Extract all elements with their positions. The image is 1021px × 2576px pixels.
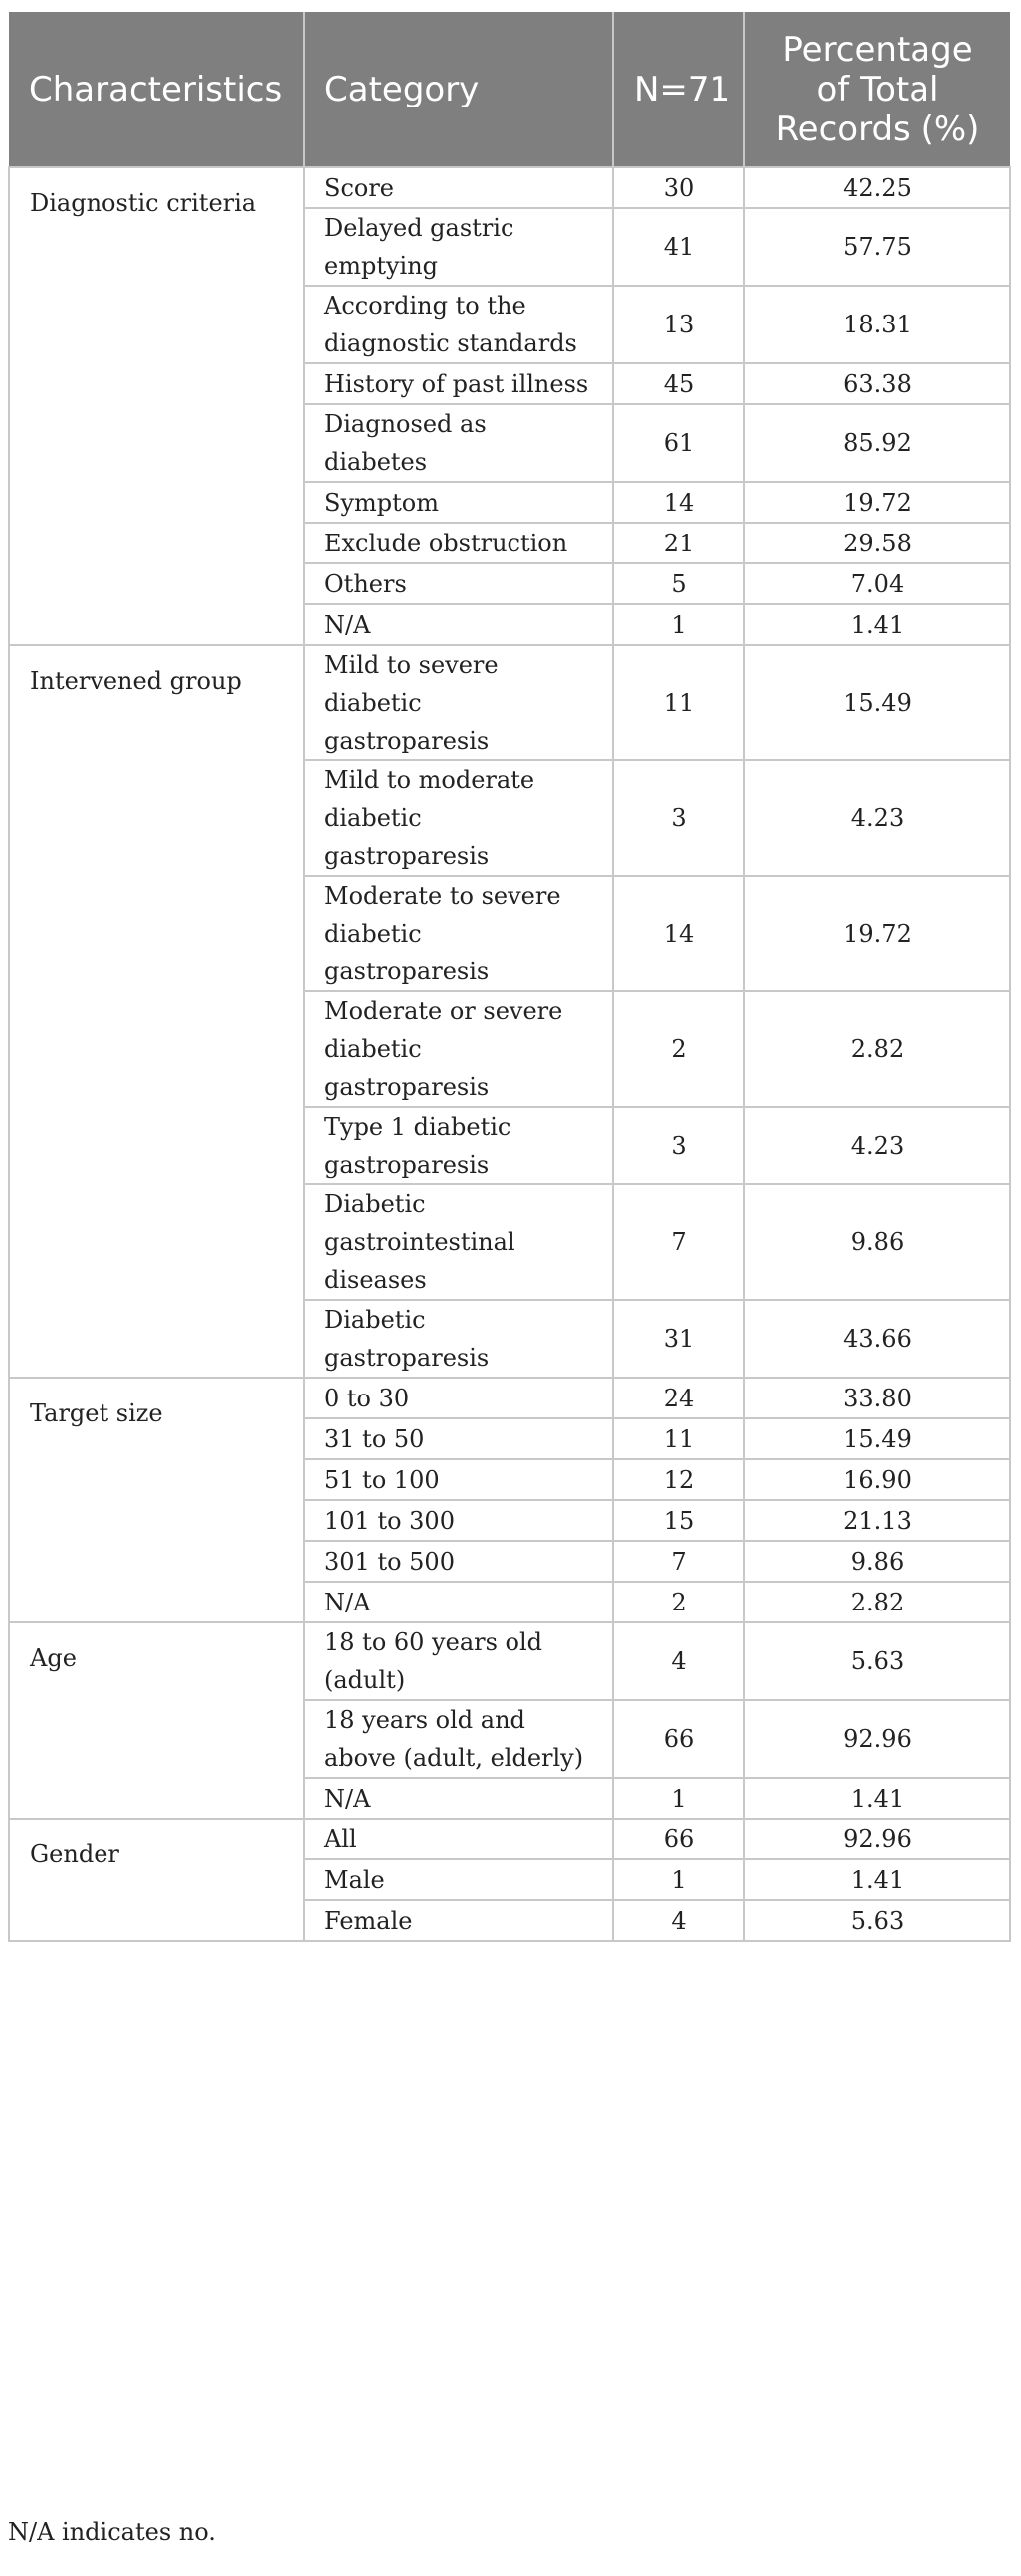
category-cell: 31 to 50: [304, 1418, 613, 1459]
percentage-cell: 4.23: [744, 1107, 1010, 1184]
count-cell: 3: [613, 1107, 744, 1184]
category-cell: Symptom: [304, 482, 613, 523]
percentage-cell: 15.49: [744, 645, 1010, 760]
category-cell: Diagnosed as diabetes: [304, 404, 613, 482]
percentage-cell: 33.80: [744, 1378, 1010, 1418]
category-cell: Male: [304, 1859, 613, 1900]
count-cell: 2: [613, 991, 744, 1107]
percentage-cell: 29.58: [744, 523, 1010, 563]
header-category: Category: [304, 12, 613, 167]
count-cell: 21: [613, 523, 744, 563]
percentage-cell: 43.66: [744, 1300, 1010, 1378]
percentage-cell: 1.41: [744, 604, 1010, 645]
category-cell: 18 to 60 years old (adult): [304, 1622, 613, 1700]
category-cell: 18 years old and above (adult, elderly): [304, 1700, 613, 1778]
count-cell: 13: [613, 286, 744, 363]
count-cell: 61: [613, 404, 744, 482]
count-cell: 66: [613, 1700, 744, 1778]
count-cell: 31: [613, 1300, 744, 1378]
table-row: [9, 167, 1010, 208]
count-cell: 11: [613, 1418, 744, 1459]
percentage-cell: 2.82: [744, 1582, 1010, 1622]
category-cell: N/A: [304, 604, 613, 645]
category-cell: N/A: [304, 1582, 613, 1622]
percentage-cell: 5.63: [744, 1622, 1010, 1700]
footnote: N/A indicates no.: [8, 2518, 216, 2546]
percentage-cell: 57.75: [744, 208, 1010, 286]
characteristic-cell: Gender: [9, 1819, 304, 1941]
category-cell: Moderate or severe diabetic gastroparesis: [304, 991, 613, 1107]
count-cell: 41: [613, 208, 744, 286]
percentage-cell: 92.96: [744, 1700, 1010, 1778]
count-cell: 4: [613, 1900, 744, 1941]
percentage-cell: 15.49: [744, 1418, 1010, 1459]
table-row: [9, 1819, 1010, 1859]
percentage-cell: 9.86: [744, 1541, 1010, 1582]
count-cell: 1: [613, 1859, 744, 1900]
percentage-cell: 19.72: [744, 876, 1010, 991]
table-row: [9, 1378, 1010, 1418]
count-cell: 14: [613, 876, 744, 991]
count-cell: 1: [613, 1778, 744, 1819]
category-cell: All: [304, 1819, 613, 1859]
percentage-cell: 16.90: [744, 1459, 1010, 1500]
percentage-cell: 2.82: [744, 991, 1010, 1107]
count-cell: 11: [613, 645, 744, 760]
count-cell: 1: [613, 604, 744, 645]
percentage-cell: 5.63: [744, 1900, 1010, 1941]
count-cell: 7: [613, 1541, 744, 1582]
characteristic-cell: Age: [9, 1622, 304, 1819]
characteristic-cell: Target size: [9, 1378, 304, 1622]
category-cell: Female: [304, 1900, 613, 1941]
count-cell: 5: [613, 563, 744, 604]
category-cell: Mild to severe diabetic gastroparesis: [304, 645, 613, 760]
percentage-cell: 1.41: [744, 1778, 1010, 1819]
table-body: [9, 167, 1010, 1941]
percentage-cell: 1.41: [744, 1859, 1010, 1900]
characteristic-cell: Diagnostic criteria: [9, 167, 304, 645]
count-cell: 3: [613, 760, 744, 876]
category-cell: 101 to 300: [304, 1500, 613, 1541]
count-cell: 14: [613, 482, 744, 523]
header-n: N=71: [613, 12, 744, 167]
percentage-cell: 85.92: [744, 404, 1010, 482]
count-cell: 30: [613, 167, 744, 208]
category-cell: 51 to 100: [304, 1459, 613, 1500]
category-cell: According to the diagnostic standards: [304, 286, 613, 363]
table-row: [9, 645, 1010, 760]
category-cell: Moderate to severe diabetic gastroparesis: [304, 876, 613, 991]
percentage-cell: 9.86: [744, 1184, 1010, 1300]
percentage-cell: 42.25: [744, 167, 1010, 208]
category-cell: N/A: [304, 1778, 613, 1819]
percentage-cell: 18.31: [744, 286, 1010, 363]
header-characteristics: Characteristics: [9, 12, 304, 167]
percentage-cell: 19.72: [744, 482, 1010, 523]
category-cell: Mild to moderate diabetic gastroparesis: [304, 760, 613, 876]
table-row: [9, 1622, 1010, 1700]
category-cell: Diabetic gastrointestinal diseases: [304, 1184, 613, 1300]
category-cell: Others: [304, 563, 613, 604]
count-cell: 4: [613, 1622, 744, 1700]
percentage-cell: 92.96: [744, 1819, 1010, 1859]
count-cell: 24: [613, 1378, 744, 1418]
category-cell: Delayed gastric emptying: [304, 208, 613, 286]
characteristics-table: [8, 12, 1011, 1942]
category-cell: Score: [304, 167, 613, 208]
count-cell: 66: [613, 1819, 744, 1859]
count-cell: 2: [613, 1582, 744, 1622]
count-cell: 12: [613, 1459, 744, 1500]
category-cell: Type 1 diabetic gastroparesis: [304, 1107, 613, 1184]
characteristic-cell: Intervened group: [9, 645, 304, 1378]
percentage-cell: 63.38: [744, 363, 1010, 404]
category-cell: Exclude obstruction: [304, 523, 613, 563]
percentage-cell: 4.23: [744, 760, 1010, 876]
category-cell: 301 to 500: [304, 1541, 613, 1582]
category-cell: Diabetic gastroparesis: [304, 1300, 613, 1378]
count-cell: 7: [613, 1184, 744, 1300]
count-cell: 15: [613, 1500, 744, 1541]
category-cell: History of past illness: [304, 363, 613, 404]
header-percentage: Percentage of Total Records (%): [744, 12, 1010, 167]
percentage-cell: 21.13: [744, 1500, 1010, 1541]
header-row: [9, 12, 1010, 167]
count-cell: 45: [613, 363, 744, 404]
category-cell: 0 to 30: [304, 1378, 613, 1418]
percentage-cell: 7.04: [744, 563, 1010, 604]
